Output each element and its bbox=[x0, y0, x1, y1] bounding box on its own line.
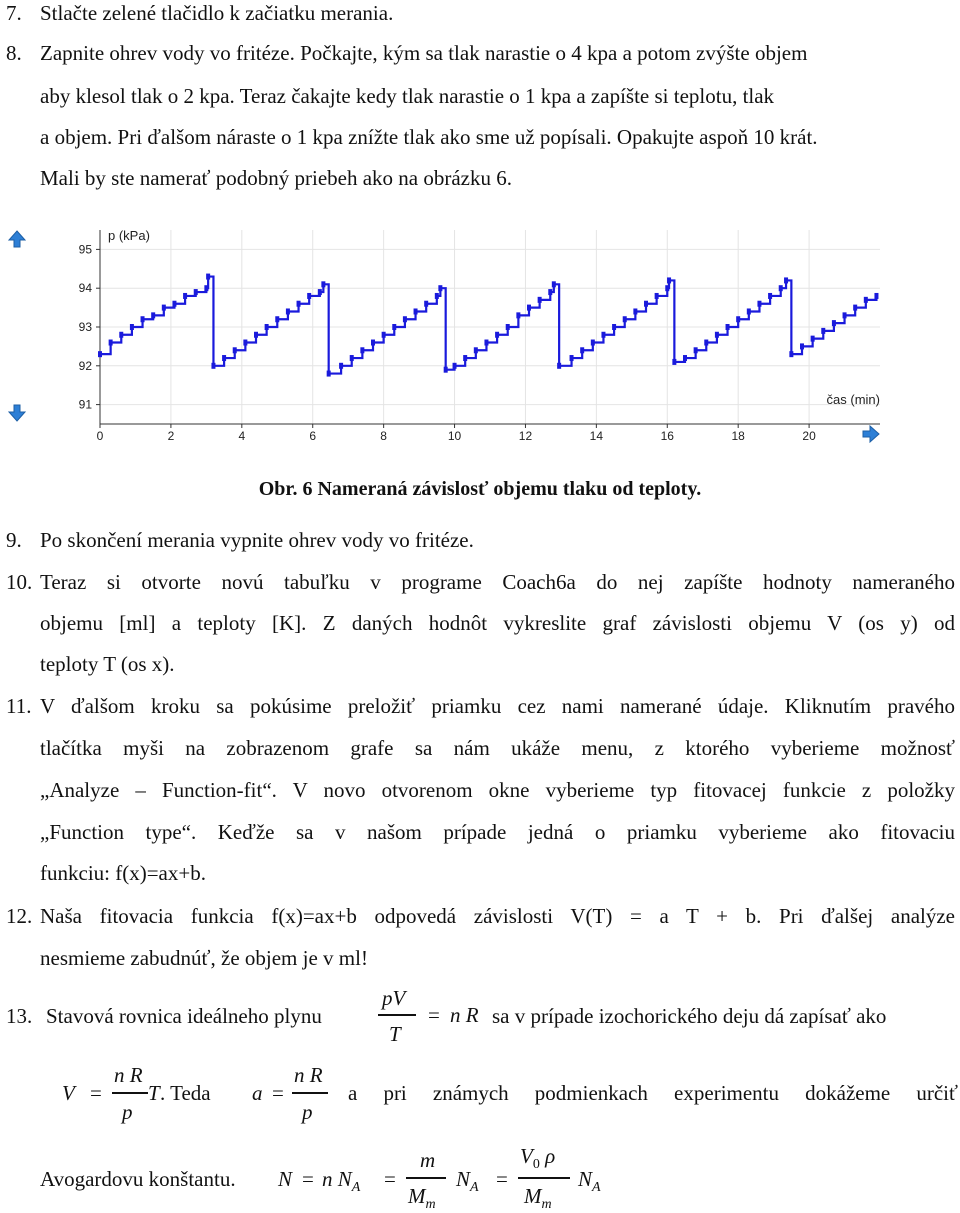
fraction-bar bbox=[292, 1092, 328, 1094]
item-text: V ďalšom kroku sa pokúsime preložiť priamku cez nami namerané údaje. Kliknutím pravého bbox=[40, 694, 955, 718]
math-symbol: $N_A$ bbox=[456, 1167, 479, 1196]
x-tick-label: 20 bbox=[802, 429, 816, 443]
x-tick-label: 12 bbox=[518, 429, 533, 443]
math-symbol: = bbox=[272, 1081, 284, 1105]
math-symbol: = bbox=[496, 1167, 508, 1191]
y-tick-label: 92 bbox=[78, 358, 92, 373]
data-point bbox=[527, 305, 531, 311]
figure-caption: Obr. 6 Nameraná závislosť objemu tlaku od teploty. bbox=[258, 478, 702, 500]
fraction-bar bbox=[378, 1014, 416, 1016]
data-point bbox=[243, 340, 247, 346]
data-point bbox=[211, 363, 215, 369]
x-tick-label: 8 bbox=[380, 429, 387, 443]
data-point bbox=[747, 308, 751, 314]
data-point bbox=[286, 308, 290, 314]
data-point bbox=[768, 293, 772, 299]
item-text: tlačítka myši na zobrazenom grafe sa nám ukáže menu, z ktorého vyberieme možnosť bbox=[40, 736, 955, 760]
data-point bbox=[297, 301, 301, 307]
item-text: Po skončení merania vypnite ohrev vody vo fritéze. bbox=[40, 528, 474, 552]
arrow-down-icon[interactable] bbox=[8, 404, 26, 422]
item-number: 7. bbox=[6, 1, 22, 25]
item-text: a pri známych podmienkach experimentu dokážeme určiť bbox=[348, 1081, 958, 1105]
item-text: Stavová rovnica ideálneho plynu bbox=[46, 1004, 322, 1028]
data-point bbox=[194, 289, 198, 295]
data-point bbox=[843, 312, 847, 318]
math-symbol: V bbox=[62, 1081, 75, 1105]
data-point bbox=[414, 308, 418, 314]
pressure-chart bbox=[60, 222, 890, 444]
math-symbol: n R bbox=[114, 1063, 143, 1087]
data-point bbox=[591, 340, 595, 346]
math-symbol: m bbox=[420, 1148, 436, 1172]
item-text: Mali by ste namerať podobný priebeh ako na obrázku 6. bbox=[40, 166, 512, 190]
x-tick-label: 14 bbox=[589, 429, 604, 443]
math-symbol: = bbox=[302, 1167, 314, 1191]
x-tick-label: 10 bbox=[447, 429, 462, 443]
data-point bbox=[557, 363, 561, 369]
data-point bbox=[784, 277, 788, 283]
data-point bbox=[275, 316, 279, 322]
data-point bbox=[453, 363, 457, 369]
data-point bbox=[655, 293, 659, 299]
data-point bbox=[736, 316, 740, 322]
data-point bbox=[516, 312, 520, 318]
data-point bbox=[151, 312, 155, 318]
math-symbol: $M_m$ bbox=[408, 1184, 436, 1213]
x-tick-label: 6 bbox=[309, 429, 317, 443]
data-point bbox=[672, 359, 676, 365]
data-point bbox=[612, 324, 616, 330]
math-symbol: N bbox=[278, 1167, 293, 1191]
data-point bbox=[757, 301, 761, 307]
x-tick-label: 18 bbox=[731, 429, 745, 443]
data-point bbox=[548, 289, 552, 295]
data-point bbox=[580, 347, 584, 353]
data-point bbox=[821, 328, 825, 334]
fraction-bar bbox=[112, 1092, 148, 1094]
data-point bbox=[667, 277, 671, 283]
item-number: 8. bbox=[6, 41, 22, 65]
data-point bbox=[444, 367, 448, 373]
math-symbol: $N_A$ bbox=[578, 1167, 601, 1196]
fraction-bar bbox=[406, 1177, 446, 1179]
data-point bbox=[109, 340, 113, 346]
data-point bbox=[360, 347, 364, 353]
item-text: „Function type“. Keďže sa v našom prípade jedná o priamku vyberieme ako fitovaciu bbox=[40, 820, 955, 844]
data-point bbox=[538, 297, 542, 303]
data-point bbox=[254, 332, 258, 338]
data-point bbox=[233, 347, 237, 353]
item-text: Naša fitovacia funkcia f(x)=ax+b odpovedá závislosti V(T) = a T + b. Pri ďalšej analýze bbox=[40, 904, 955, 928]
data-point bbox=[318, 289, 322, 295]
data-point bbox=[130, 324, 134, 330]
data-point bbox=[694, 347, 698, 353]
math-symbol: a bbox=[252, 1081, 263, 1105]
fraction-bar bbox=[518, 1177, 570, 1179]
item-text: funkciu: f(x)=ax+b. bbox=[40, 861, 206, 885]
data-point bbox=[172, 301, 176, 307]
data-point bbox=[495, 332, 499, 338]
math-symbol: pV bbox=[382, 986, 406, 1010]
item-text: Stlačte zelené tlačidlo k začiatku merania. bbox=[40, 1, 394, 25]
data-point bbox=[789, 351, 793, 357]
data-point bbox=[327, 371, 331, 377]
data-point bbox=[726, 324, 730, 330]
data-point bbox=[435, 293, 439, 299]
item-text: a objem. Pri ďalšom náraste o 1 kpa znížte tlak ako sme už popísali. Opakujte aspoň 10 krát. bbox=[40, 125, 818, 149]
math-symbol: n R bbox=[294, 1063, 323, 1087]
item-text: teploty T (os x). bbox=[40, 652, 175, 676]
data-point bbox=[265, 324, 269, 330]
data-point bbox=[864, 297, 868, 303]
item-text: Teraz si otvorte novú tabuľku v programe Coach6a do nej zapíšte hodnoty nameraného bbox=[40, 570, 955, 594]
data-point bbox=[623, 316, 627, 322]
y-tick-label: 95 bbox=[78, 242, 92, 257]
data-point bbox=[204, 285, 208, 291]
item-text: Zapnite ohrev vody vo fritéze. Počkajte, kým sa tlak narastie o 4 kpa a potom zvýšte objem bbox=[40, 41, 808, 65]
data-point bbox=[506, 324, 510, 330]
math-symbol: T bbox=[148, 1081, 160, 1105]
item-text: „Analyze – Function-fit“. V novo otvorenom okne vyberieme typ fitovacej funkcie z položky bbox=[40, 778, 955, 802]
data-point bbox=[779, 285, 783, 291]
data-point bbox=[715, 332, 719, 338]
math-symbol: = bbox=[90, 1081, 102, 1105]
item-text: sa v prípade izochorického deju dá zapísať ako bbox=[492, 1004, 887, 1028]
x-tick-label: 4 bbox=[238, 429, 246, 443]
teda-text: . Teda bbox=[160, 1081, 211, 1105]
data-point bbox=[601, 332, 605, 338]
x-tick-label: 2 bbox=[167, 429, 175, 443]
y-axis-label: p (kPa) bbox=[108, 228, 150, 243]
pressure-series-line bbox=[100, 277, 876, 374]
data-point bbox=[552, 281, 556, 287]
data-point bbox=[382, 332, 386, 338]
item-number: 12. bbox=[6, 904, 33, 928]
data-point bbox=[853, 305, 857, 311]
data-point bbox=[438, 285, 442, 291]
data-point bbox=[800, 343, 804, 349]
data-point bbox=[162, 305, 166, 311]
item-text: objemu [ml] a teploty [K]. Z daných hodnôt vykreslite graf závislosti objemu V (os y) od bbox=[40, 611, 955, 635]
data-point bbox=[98, 351, 102, 357]
data-point bbox=[321, 281, 325, 287]
math-symbol: n $N_A$ bbox=[322, 1167, 361, 1196]
item-text: aby klesol tlak o 2 kpa. Teraz čakajte kedy tlak narastie o 1 kpa a zapíšte si teplotu, tlak bbox=[40, 84, 775, 108]
data-point bbox=[811, 336, 815, 342]
data-point bbox=[339, 363, 343, 369]
math-symbol: n R bbox=[450, 1003, 479, 1027]
y-tick-label: 91 bbox=[78, 397, 92, 412]
data-point bbox=[665, 285, 669, 291]
data-point bbox=[307, 293, 311, 299]
y-tick-label: 93 bbox=[78, 320, 92, 334]
data-point bbox=[474, 347, 478, 353]
data-point bbox=[183, 293, 187, 299]
math-symbol: $M_m$ bbox=[524, 1184, 552, 1213]
data-point bbox=[463, 355, 467, 361]
math-symbol: p bbox=[122, 1100, 133, 1124]
data-point bbox=[484, 340, 488, 346]
y-tick-label: 94 bbox=[78, 281, 92, 296]
data-point bbox=[832, 320, 836, 326]
item-text: nesmieme zabudnúť, že objem je v ml! bbox=[40, 946, 368, 970]
data-point bbox=[570, 355, 574, 361]
data-point bbox=[392, 324, 396, 330]
item-text: Avogardovu konštantu. bbox=[40, 1167, 236, 1191]
data-point bbox=[350, 355, 354, 361]
data-point bbox=[206, 274, 210, 280]
item-number: 9. bbox=[6, 528, 22, 552]
data-point bbox=[704, 340, 708, 346]
math-symbol: T bbox=[389, 1022, 401, 1046]
arrow-up-icon[interactable] bbox=[8, 230, 26, 248]
math-symbol: = bbox=[428, 1003, 440, 1027]
data-point bbox=[119, 332, 123, 338]
item-number: 10. bbox=[6, 570, 33, 594]
x-axis-label: čas (min) bbox=[826, 392, 880, 407]
item-number: 11. bbox=[6, 694, 32, 718]
data-point bbox=[403, 316, 407, 322]
data-point bbox=[683, 355, 687, 361]
data-point bbox=[874, 293, 878, 299]
data-point bbox=[424, 301, 428, 307]
data-point bbox=[633, 308, 637, 314]
data-point bbox=[222, 355, 226, 361]
math-symbol: p bbox=[302, 1100, 313, 1124]
data-point bbox=[141, 316, 145, 322]
data-point bbox=[371, 340, 375, 346]
math-symbol: = bbox=[384, 1167, 396, 1191]
math-symbol: $V_0$ ρ bbox=[520, 1144, 556, 1173]
x-tick-label: 0 bbox=[96, 429, 104, 443]
item-number: 13. bbox=[6, 1004, 33, 1028]
x-tick-label: 16 bbox=[660, 429, 674, 443]
data-point bbox=[644, 301, 648, 307]
